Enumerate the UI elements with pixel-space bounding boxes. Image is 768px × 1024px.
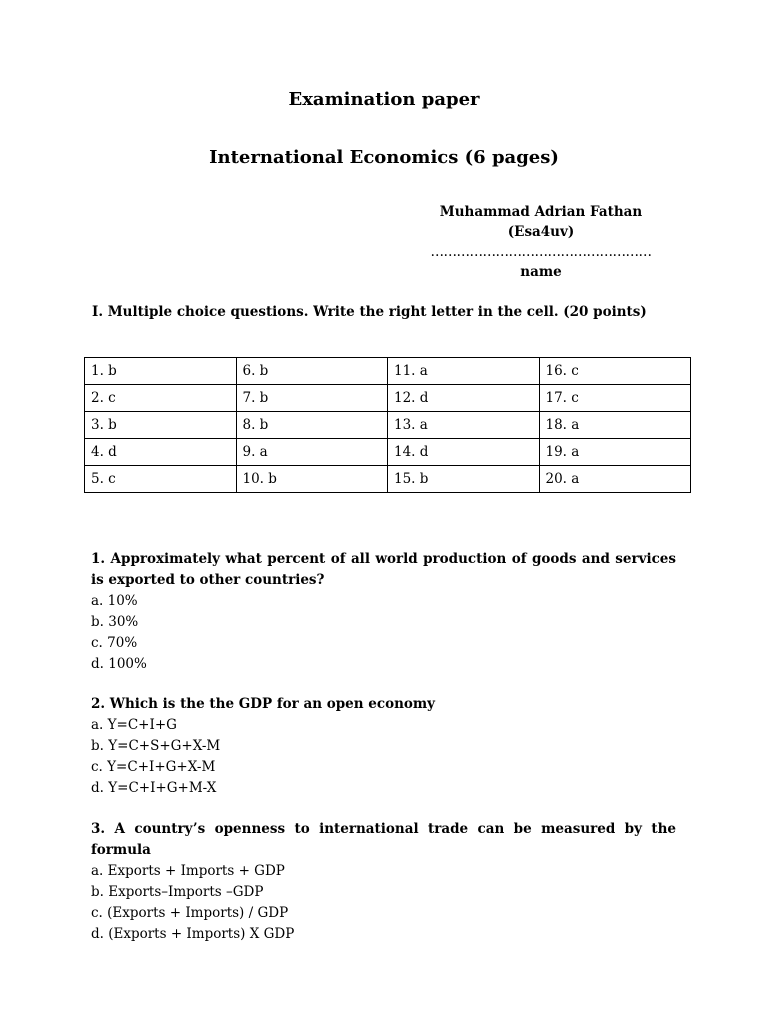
option-c: c. (Exports + Imports) / GDP xyxy=(91,905,289,921)
question-stem xyxy=(91,549,676,591)
student-name: Muhammad Adrian Fathan (Esa4uv) xyxy=(439,204,643,240)
option-a: a. Y=C+I+G xyxy=(91,717,177,733)
name-dotted-line: …………………………………………… xyxy=(430,244,652,260)
option-c: c. Y=C+I+G+X-M xyxy=(91,759,216,775)
table-row xyxy=(85,466,691,493)
table-row xyxy=(85,412,691,439)
answer-cell: 11. a xyxy=(388,358,540,385)
question-number: 3. xyxy=(91,821,106,837)
option-d: d. 100% xyxy=(91,656,147,672)
answer-cell: 14. d xyxy=(388,439,540,466)
question-stem xyxy=(91,694,676,715)
question-text: Approximately what percent of all world production of goods and services is exported to other countries? xyxy=(91,551,676,588)
answer-cell: 2. c xyxy=(85,385,237,412)
table-row xyxy=(85,385,691,412)
table-row xyxy=(85,358,691,385)
answer-cell: 7. b xyxy=(236,385,388,412)
option-c: c. 70% xyxy=(91,635,138,651)
option-b: b. Y=C+S+G+X-M xyxy=(91,738,221,754)
option-a: a. Exports + Imports + GDP xyxy=(91,863,285,879)
answer-cell: 1. b xyxy=(85,358,237,385)
section-heading: I. Multiple choice questions. Write the right letter in the cell. (20 points) xyxy=(92,304,647,320)
answer-cell: 13. a xyxy=(388,412,540,439)
question-1 xyxy=(91,549,676,675)
page-title: Examination paper xyxy=(288,89,480,110)
option-d: d. Y=C+I+G+M-X xyxy=(91,780,217,796)
question-text: Which is the the GDP for an open economy xyxy=(109,696,436,712)
option-b: b. 30% xyxy=(91,614,139,630)
option-b: b. Exports–Imports –GDP xyxy=(91,884,264,900)
answer-cell: 17. c xyxy=(539,385,691,412)
answer-cell: 18. a xyxy=(539,412,691,439)
answer-cell: 10. b xyxy=(236,466,388,493)
option-d: d. (Exports + Imports) X GDP xyxy=(91,926,295,942)
option-a: a. 10% xyxy=(91,593,138,609)
answer-cell: 12. d xyxy=(388,385,540,412)
question-2 xyxy=(91,694,676,799)
author-block xyxy=(405,202,677,282)
answer-cell: 19. a xyxy=(539,439,691,466)
answer-cell: 3. b xyxy=(85,412,237,439)
table-row xyxy=(85,439,691,466)
answer-cell: 20. a xyxy=(539,466,691,493)
course-title: International Economics (6 pages) xyxy=(209,147,559,168)
name-label: name xyxy=(520,264,562,280)
answer-cell: 8. b xyxy=(236,412,388,439)
answer-cell: 6. b xyxy=(236,358,388,385)
answer-cell: 4. d xyxy=(85,439,237,466)
question-text: A country’s openness to international trade can be measured by the formula xyxy=(91,821,676,858)
answer-cell: 9. a xyxy=(236,439,388,466)
question-number: 1. xyxy=(91,551,106,567)
answer-cell: 5. c xyxy=(85,466,237,493)
answer-cell: 16. c xyxy=(539,358,691,385)
answer-table xyxy=(84,357,691,493)
question-3 xyxy=(91,819,676,945)
question-number: 2. xyxy=(91,696,106,712)
answer-cell: 15. b xyxy=(388,466,540,493)
question-stem xyxy=(91,819,676,861)
